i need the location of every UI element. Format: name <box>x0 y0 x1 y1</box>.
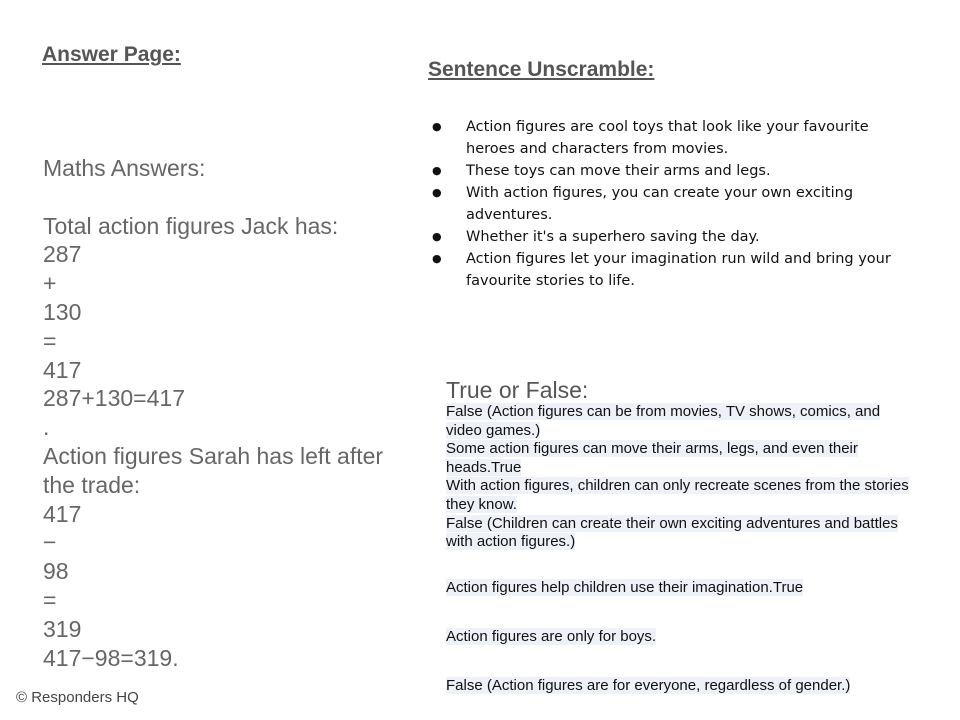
maths-line: 417 <box>43 356 82 383</box>
maths-line: 287+130=417 <box>43 385 185 412</box>
maths-line: Maths Answers: <box>43 155 206 181</box>
tf-answer-gender <box>446 677 916 696</box>
tf-answer: False (Action figures can be from movies, TV shows, comics, and video games.) <box>446 403 881 439</box>
answer-page-title: Answer Page: <box>42 43 181 66</box>
tf-answer: Action figures help children use their imagination.True <box>446 579 804 596</box>
maths-line: 417−98=319. <box>43 644 179 671</box>
maths-line: Action figures Sarah has left after the trade: <box>43 442 390 498</box>
maths-answers <box>43 154 413 672</box>
list-item: ● With action figures, you can create your own exciting adventures. <box>432 182 892 226</box>
maths-line: = <box>43 327 57 354</box>
maths-line: 417 <box>43 500 82 527</box>
maths-line: − <box>43 529 57 556</box>
true-or-false-title: True or False: <box>446 377 589 403</box>
tf-answer: Some action figures can move their arms, legs, and even their heads.True <box>446 440 858 476</box>
maths-line <box>43 183 413 212</box>
maths-line: . <box>43 414 50 441</box>
tf-answer-imagination <box>446 579 916 598</box>
true-false-answers <box>446 403 916 552</box>
copyright-footer: © Responders HQ <box>16 689 139 706</box>
list-item: ● These toys can move their arms and legs. <box>432 160 892 182</box>
sentence-list <box>432 116 892 292</box>
maths-line: 130 <box>43 298 82 325</box>
list-item: ● Action figures are cool toys that look like your favourite heroes and characters from movies. <box>432 116 892 160</box>
list-item: ● Action figures let your imagination run wild and bring your favourite stories to life. <box>432 248 892 292</box>
maths-line: 319 <box>43 615 82 642</box>
list-item: ● Whether it's a superhero saving the day. <box>432 226 892 248</box>
sentence-unscramble-title: Sentence Unscramble: <box>428 58 655 81</box>
tf-answer: False (Action figures are for everyone, regardless of gender.) <box>446 677 851 694</box>
maths-line: 287 <box>43 241 82 268</box>
maths-line: = <box>43 586 57 613</box>
maths-line: + <box>43 270 57 297</box>
tf-question-boys <box>446 628 916 647</box>
tf-answer: With action figures, children can only recreate scenes from the stories they know. <box>446 477 909 513</box>
tf-answer: Action figures are only for boys. <box>446 628 657 645</box>
maths-line: 98 <box>43 558 69 585</box>
maths-line: Total action figures Jack has: <box>43 212 339 239</box>
tf-answer: False (Children can create their own exciting adventures and battles with action figures.) <box>446 514 898 551</box>
